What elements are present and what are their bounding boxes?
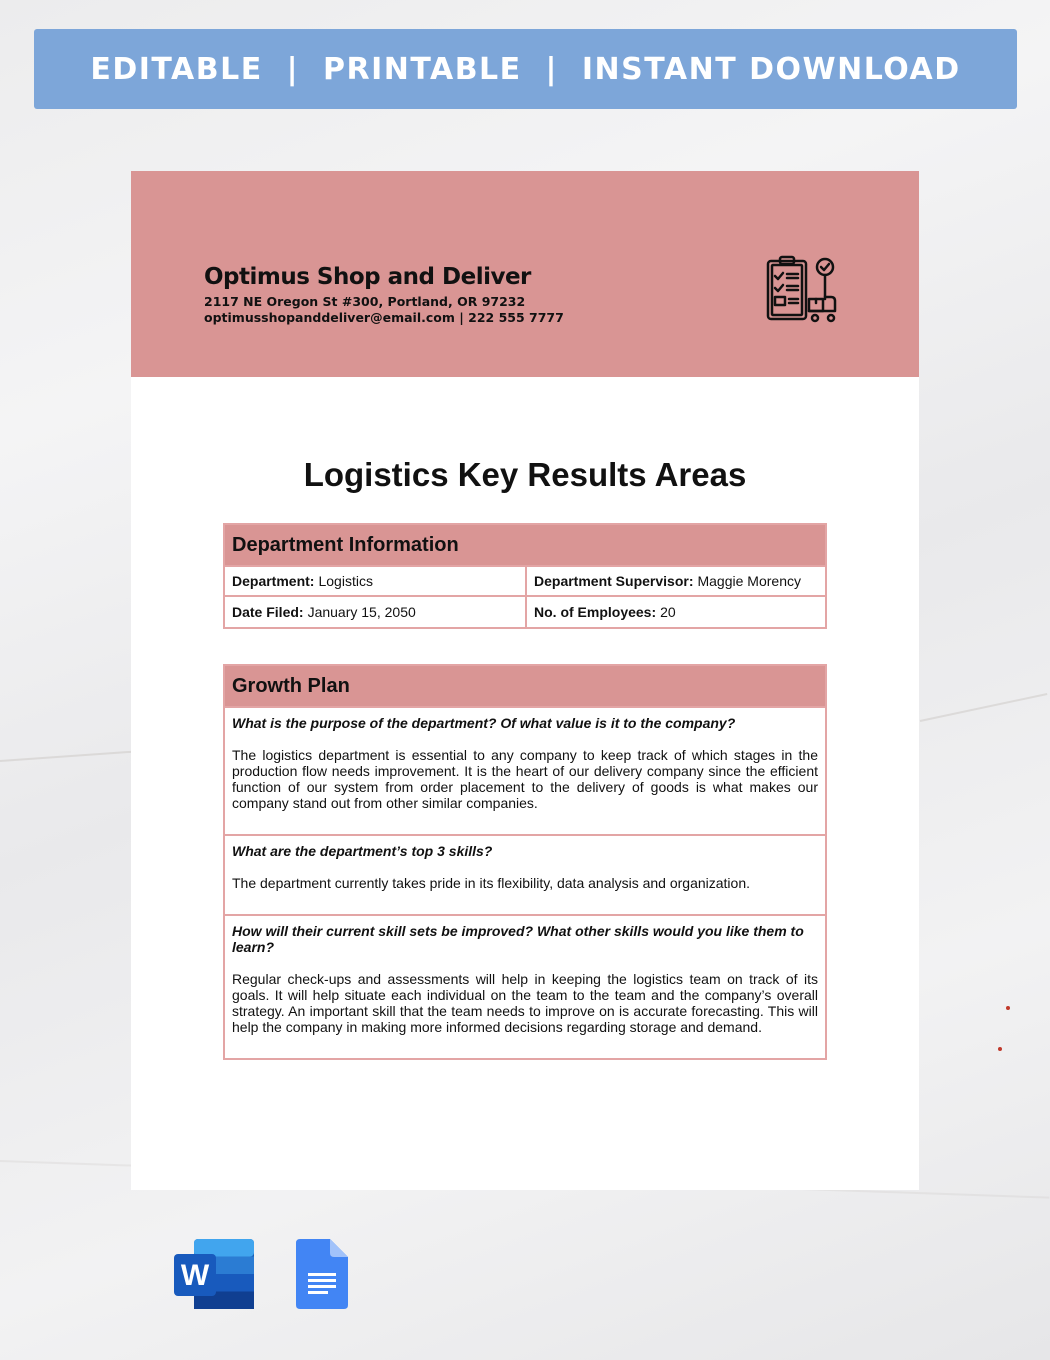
microsoft-word-icon (174, 1239, 254, 1309)
field-label: Department: (232, 573, 315, 589)
features-banner (34, 29, 1017, 109)
banner-text: EDITABLE | PRINTABLE | INSTANT DOWNLOAD (90, 51, 961, 87)
field-value: 20 (660, 604, 676, 620)
company-address: 2117 NE Oregon St #300, Portland, OR 97232 (204, 294, 526, 309)
company-contact: optimusshopanddeliver@email.com | 222 555 7777 (204, 310, 564, 325)
growth-plan-item[interactable] (225, 836, 825, 916)
background-speck (998, 1047, 1002, 1051)
department-info-table (223, 523, 827, 629)
employees-field[interactable] (525, 597, 825, 627)
section-heading: Growth Plan (225, 666, 825, 708)
word-letter: W (180, 1259, 210, 1292)
company-name: Optimus Shop and Deliver (204, 264, 531, 290)
growth-plan-item[interactable] (225, 916, 825, 1058)
answer-text: The logistics department is essential to any company to keep track of which stages in the production flow needs improvement. It is the heart of our delivery company since the efficient function of our system from order placement to the delivery of goods is what makes our company stand out from other similar companies. (232, 747, 818, 811)
growth-plan-table (223, 664, 827, 1060)
background-texture (920, 693, 1048, 722)
field-value: January 15, 2050 (307, 604, 416, 620)
clipboard-delivery-icon (765, 255, 841, 327)
field-label: Date Filed: (232, 604, 304, 620)
date-filed-field[interactable] (225, 597, 525, 627)
document-page (131, 171, 919, 1190)
field-label: Department Supervisor: (534, 573, 694, 589)
google-docs-icon (296, 1239, 348, 1309)
section-heading: Department Information (225, 525, 825, 567)
table-row (225, 567, 825, 597)
app-icons (174, 1239, 348, 1309)
answer-text: The department currently takes pride in its flexibility, data analysis and organization. (232, 875, 751, 891)
growth-plan-item[interactable] (225, 708, 825, 836)
table-row (225, 597, 825, 627)
department-field[interactable] (225, 567, 525, 595)
supervisor-field[interactable] (525, 567, 825, 595)
question-text: What are the department’s top 3 skills? (232, 843, 493, 859)
question-text: How will their current skill sets be improved? What other skills would you like them to learn? (232, 923, 804, 955)
field-value: Maggie Morency (697, 573, 801, 589)
answer-text: Regular check-ups and assessments will help in keeping the logistics team on track of its goals. It will help situate each individual on the team to the team and the company’s overall strategy. An important skill that the team needs to improve on is accurate forecasting. This will help the company in making more informed decisions regarding storage and demand. (232, 971, 818, 1035)
document-title: Logistics Key Results Areas (303, 456, 747, 493)
field-label: No. of Employees: (534, 604, 657, 620)
background-speck (1006, 1006, 1010, 1010)
question-text: What is the purpose of the department? Of what value is it to the company? (232, 715, 736, 731)
field-value: Logistics (318, 573, 373, 589)
letterhead (131, 171, 919, 377)
